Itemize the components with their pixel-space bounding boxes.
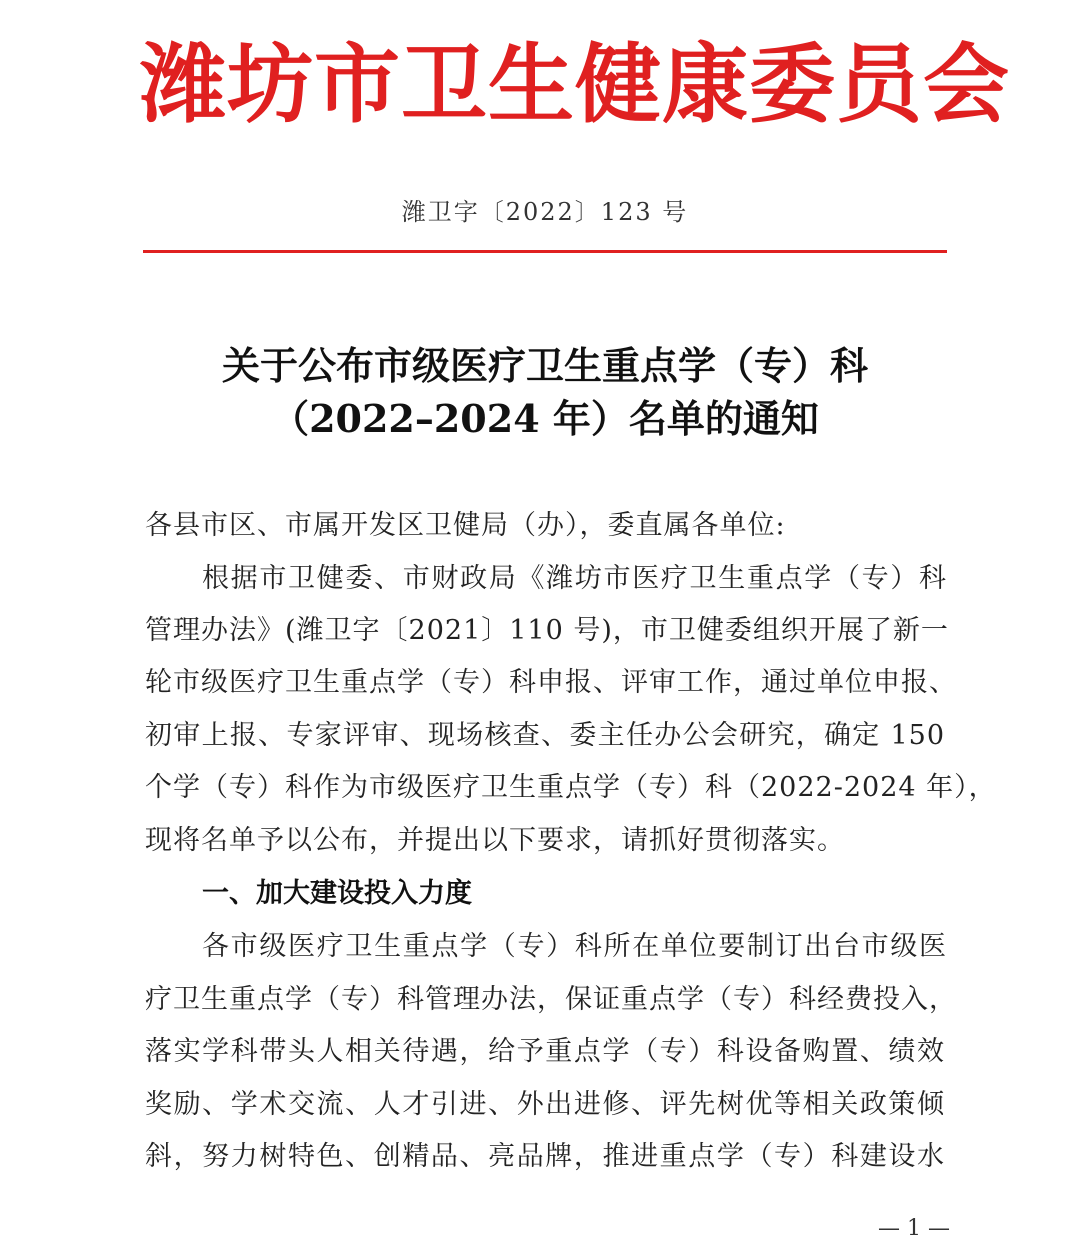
section-heading-1: 一、加大建设投入力度: [202, 878, 472, 909]
paragraph-2-line: 奖励、学术交流、人才引进、外出进修、评先树优等相关政策倾: [145, 1089, 945, 1120]
red-divider-line: [143, 250, 947, 253]
paragraph-1-line: 个学（专）科作为市级医疗卫生重点学（专）科（2022-2024 年），: [145, 772, 997, 803]
paragraph-1-line: 轮市级医疗卫生重点学（专）科申报、评审工作，通过单位申报、: [145, 667, 957, 698]
paragraph-2-line: 斜，努力树特色、创精品、亮品牌，推进重点学（专）科建设水: [145, 1141, 945, 1172]
paragraph-2-line: 各市级医疗卫生重点学（专）科所在单位要制订出台市级医: [202, 931, 947, 962]
issuing-authority-title: 潍坊市卫生健康委员会: [140, 35, 1010, 135]
paragraph-1-line: 管理办法》(潍卫字〔2021〕110 号)，市卫健委组织开展了新一: [145, 615, 949, 646]
paragraph-1-line: 现将名单予以公布，并提出以下要求，请抓好贯彻落实。: [145, 825, 845, 856]
paragraph-1-line: 初审上报、专家评审、现场核查、委主任办公会研究，确定 150: [145, 720, 945, 751]
paragraph-1-line: 根据市卫健委、市财政局《潍坊市医疗卫生重点学（专）科: [202, 563, 947, 594]
page-number: — 1 —: [878, 1216, 950, 1241]
document-number: 潍卫字〔2022〕123 号: [401, 198, 689, 226]
paragraph-2-line: 疗卫生重点学（专）科管理办法，保证重点学（专）科经费投入，: [145, 984, 957, 1015]
salutation: 各县市区、市属开发区卫健局（办），委直属各单位:: [145, 510, 786, 541]
document-title-line-1: 关于公布市级医疗卫生重点学（专）科: [221, 343, 868, 388]
document-title-line-2: （2022–2024 年）名单的通知: [271, 396, 819, 441]
paragraph-2-line: 落实学科带头人相关待遇，给予重点学（专）科设备购置、绩效: [145, 1036, 945, 1067]
